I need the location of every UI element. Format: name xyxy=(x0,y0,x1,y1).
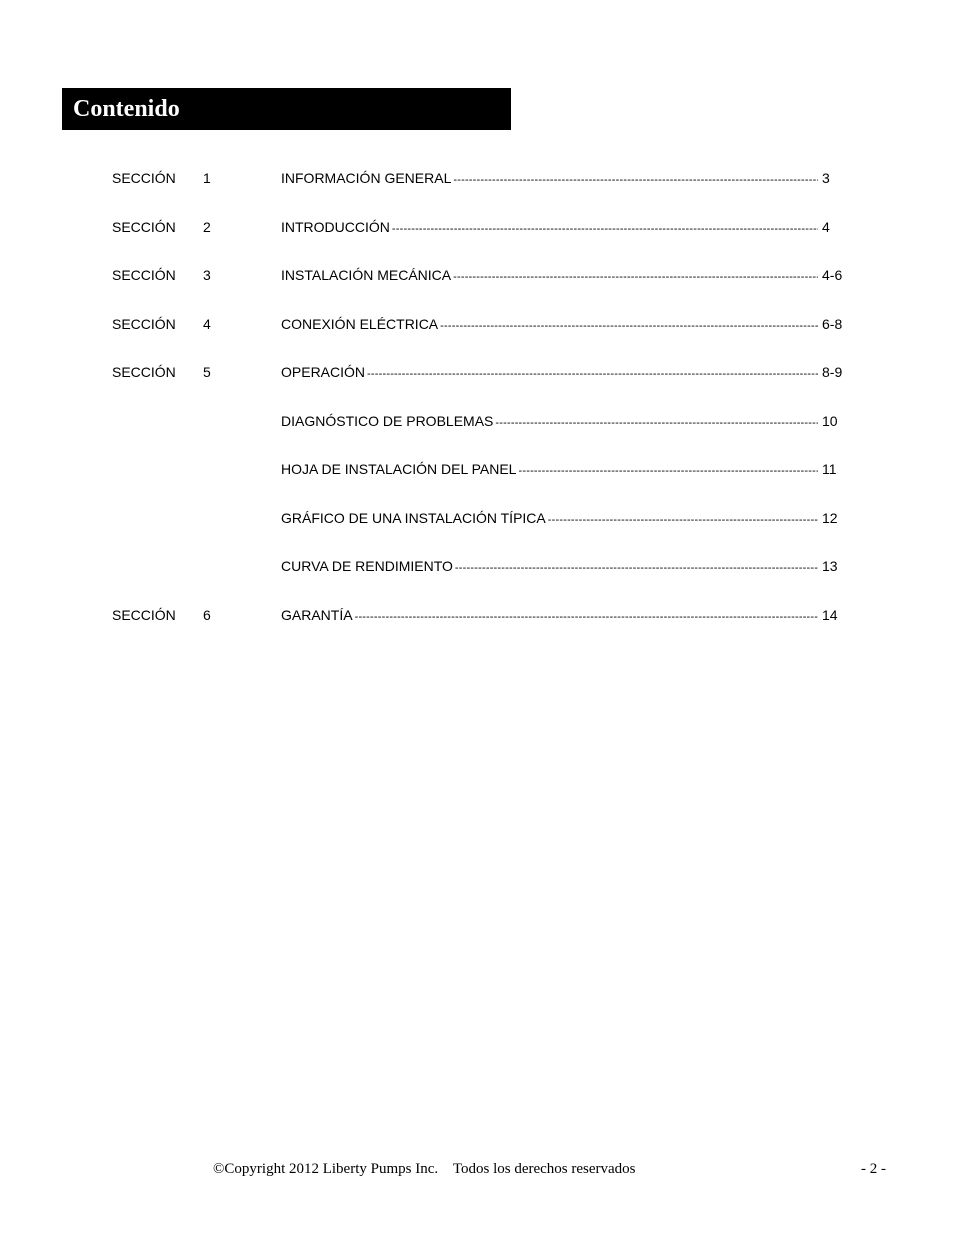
toc-row xyxy=(112,508,844,557)
footer-copyright: ©Copyright 2012 Liberty Pumps Inc. Todos los derechos reservados xyxy=(213,1161,636,1177)
toc-entry-page: 13 xyxy=(822,558,838,574)
toc-leader-dashes xyxy=(518,461,818,481)
toc-entry xyxy=(281,605,844,627)
toc-entry-page: 10 xyxy=(822,412,838,429)
toc-entry-title: GRÁFICO DE UNA INSTALACIÓN TÍPICA xyxy=(281,509,546,526)
toc-entry-page: 3 xyxy=(822,170,830,186)
toc-leader-dashes xyxy=(455,558,818,578)
toc-entry-page: 14 xyxy=(822,606,838,623)
toc-leader-dashes xyxy=(355,607,818,627)
toc-entry-title: INFORMACIÓN GENERAL xyxy=(281,170,452,186)
toc-leader-dashes xyxy=(453,170,818,190)
toc-section-number: 6 xyxy=(203,606,211,623)
toc-section-label: SECCIÓN xyxy=(112,267,176,283)
toc-section-number: 1 xyxy=(203,170,211,186)
toc-entry-title: OPERACIÓN xyxy=(281,364,366,380)
toc-row xyxy=(112,168,844,217)
toc-leader-dashes xyxy=(548,510,818,530)
toc-entry-title: DIAGNÓSTICO DE PROBLEMAS xyxy=(281,412,494,429)
toc-row xyxy=(112,605,844,654)
toc-entry-title: CURVA DE RENDIMIENTO xyxy=(281,558,453,574)
toc-row xyxy=(112,217,844,266)
toc-section-number: 3 xyxy=(203,267,211,283)
toc-section-number: 2 xyxy=(203,218,211,235)
toc-row xyxy=(112,556,844,605)
toc-entry-page: 12 xyxy=(822,509,838,526)
toc-section-label: SECCIÓN xyxy=(112,606,176,623)
toc-section-number: 4 xyxy=(203,315,211,332)
toc-entry xyxy=(281,362,844,384)
toc-row xyxy=(112,411,844,460)
toc-entry xyxy=(281,217,844,239)
toc-entry-page: 4-6 xyxy=(822,267,843,283)
toc-entry-page: 6-8 xyxy=(822,315,843,332)
toc-section-label: SECCIÓN xyxy=(112,170,176,186)
toc-entry xyxy=(281,265,844,287)
toc-entry xyxy=(281,314,844,336)
title-bar xyxy=(62,88,511,130)
toc-entry-title: INSTALACIÓN MECÁNICA xyxy=(281,267,452,283)
toc-section-label: SECCIÓN xyxy=(112,218,176,235)
toc-entry xyxy=(281,168,844,190)
toc-entry xyxy=(281,508,844,530)
toc-row xyxy=(112,362,844,411)
toc-leader-dashes xyxy=(453,267,818,287)
toc-entry-title: GARANTÍA xyxy=(281,606,353,623)
toc-row xyxy=(112,265,844,314)
footer-page-number: - 2 - xyxy=(861,1161,886,1177)
toc-leader-dashes xyxy=(392,219,818,239)
toc-entry xyxy=(281,556,844,578)
table-of-contents xyxy=(112,168,844,653)
toc-entry-title: CONEXIÓN ELÉCTRICA xyxy=(281,315,439,332)
toc-section-label: SECCIÓN xyxy=(112,315,176,332)
page-title: Contenido xyxy=(73,96,180,122)
toc-leader-dashes xyxy=(367,364,818,384)
toc-section-label: SECCIÓN xyxy=(112,364,176,380)
toc-row xyxy=(112,314,844,363)
toc-entry xyxy=(281,411,844,433)
toc-entry-page: 11 xyxy=(822,461,837,477)
toc-leader-dashes xyxy=(495,413,818,433)
toc-entry-page: 4 xyxy=(822,218,830,235)
toc-leader-dashes xyxy=(440,316,818,336)
toc-section-number: 5 xyxy=(203,364,211,380)
toc-row xyxy=(112,459,844,508)
toc-entry-page: 8-9 xyxy=(822,364,843,380)
toc-entry-title: INTRODUCCIÓN xyxy=(281,218,390,235)
toc-entry xyxy=(281,459,844,481)
toc-entry-title: HOJA DE INSTALACIÓN DEL PANEL xyxy=(281,461,517,477)
